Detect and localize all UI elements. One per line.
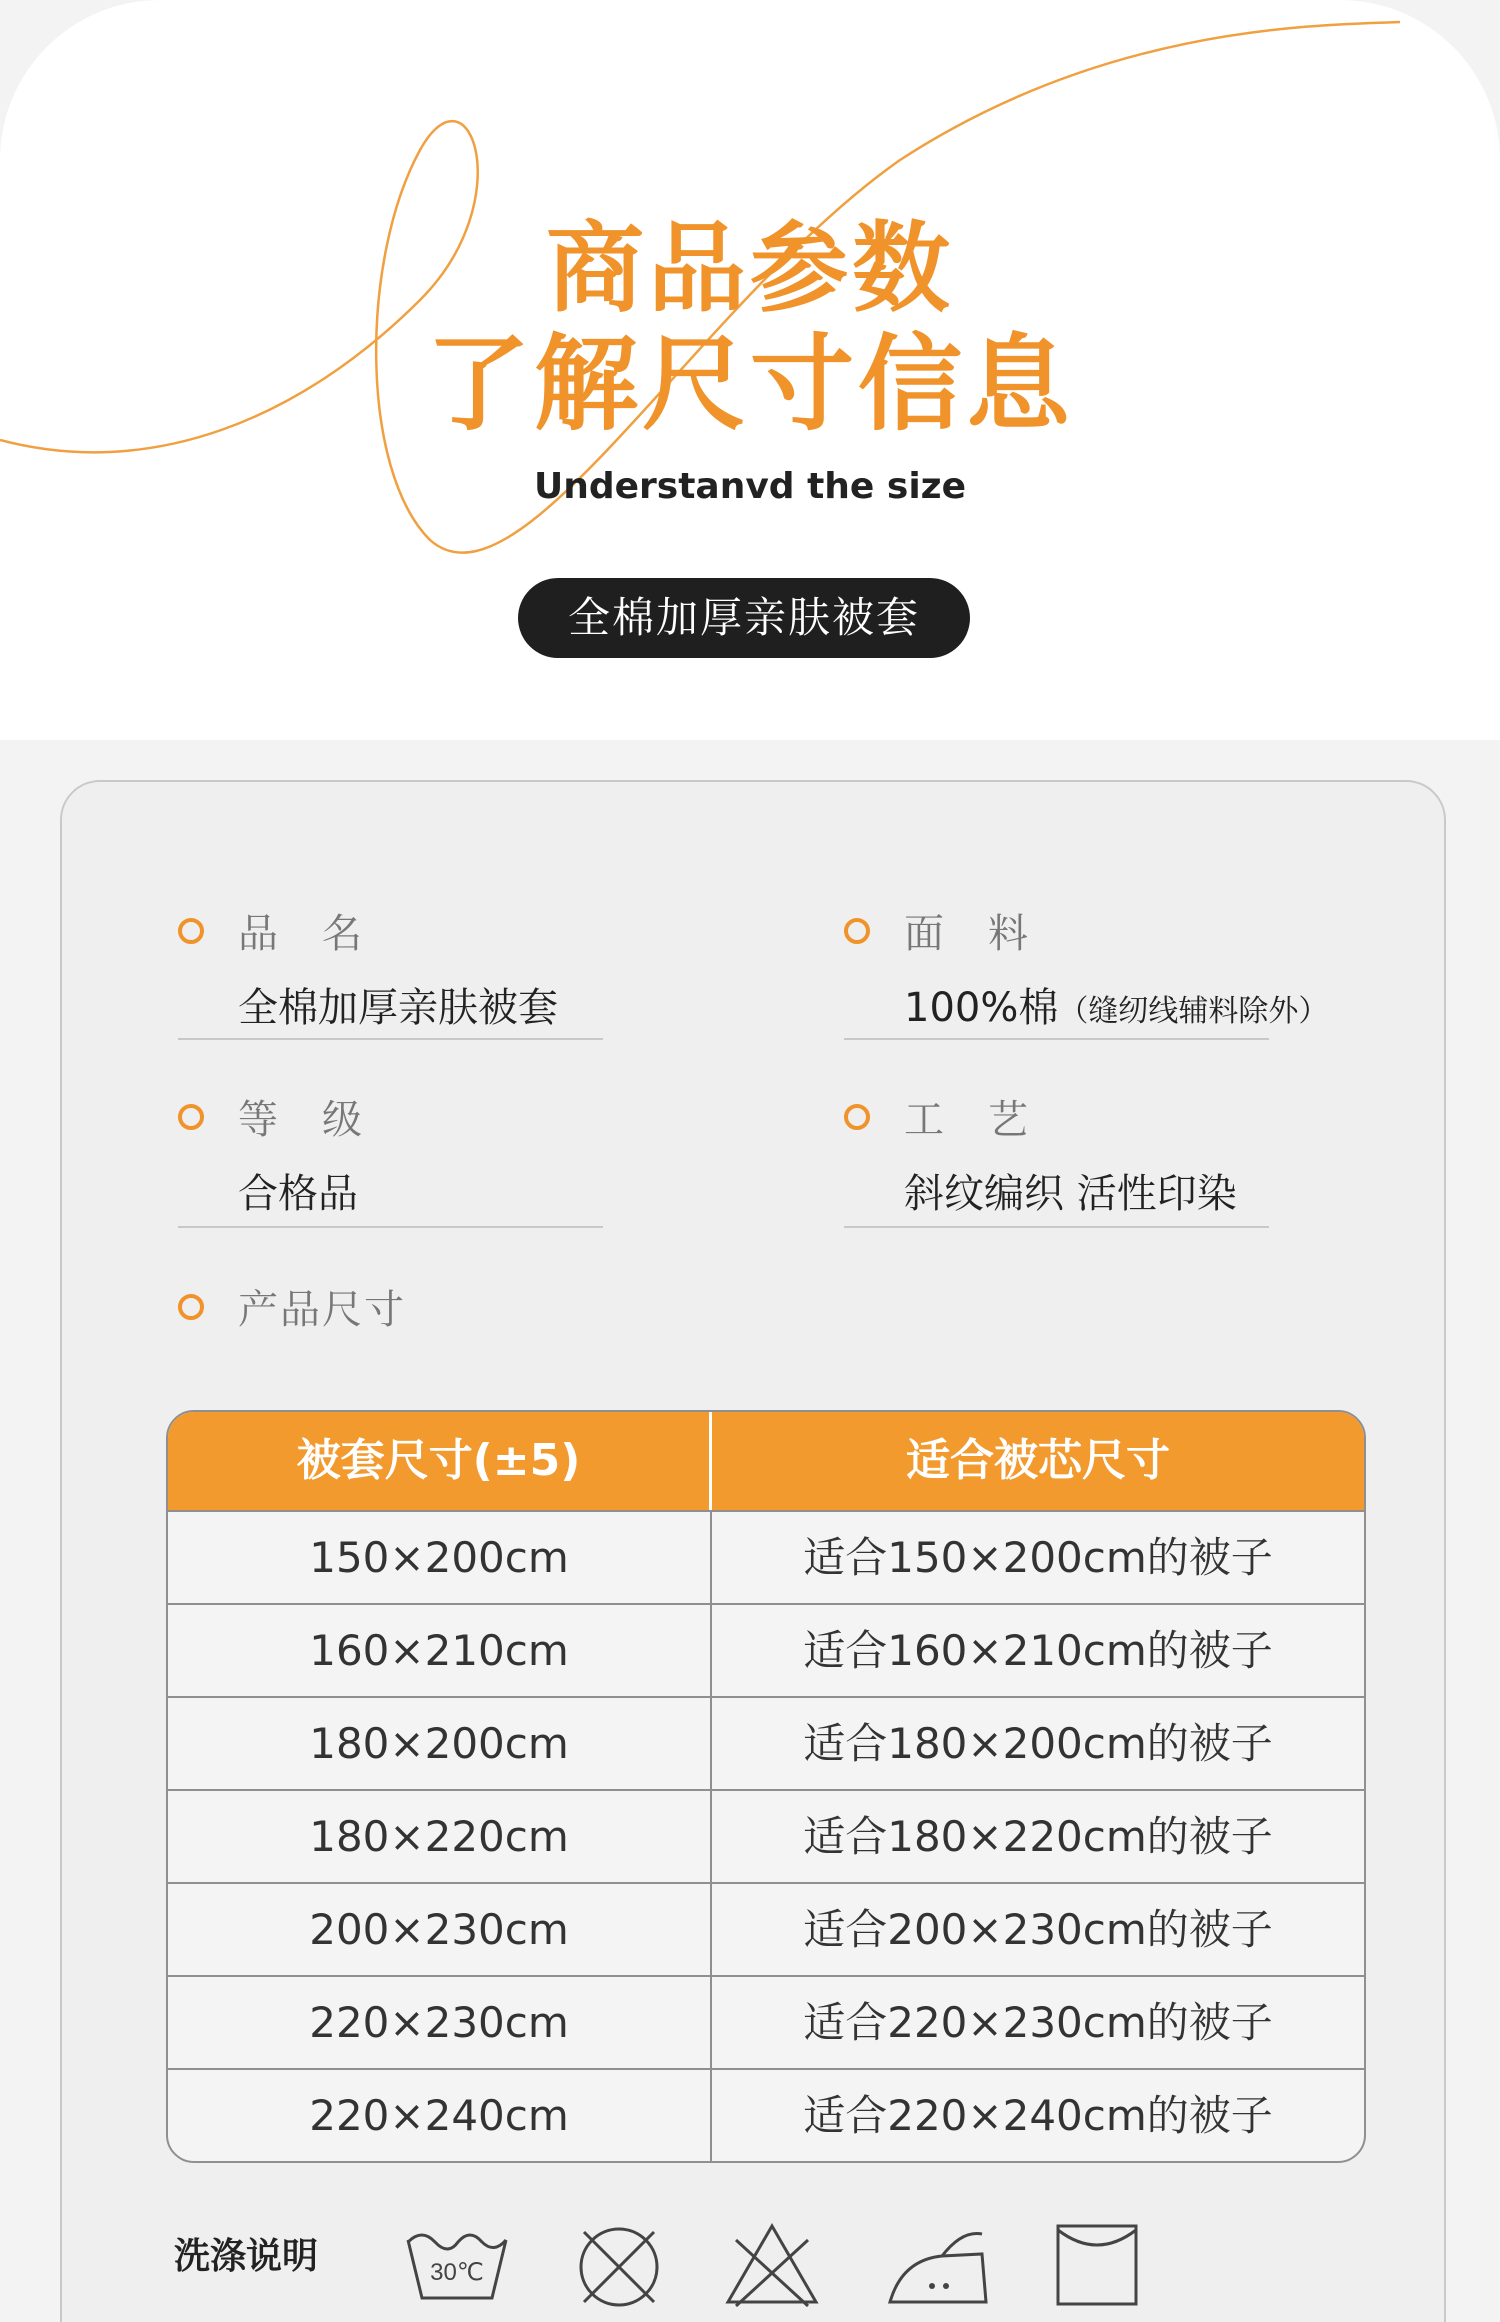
table-row [168,1975,1364,2068]
table-cell: 220×240cm [168,2070,712,2161]
table-cell: 160×210cm [168,1605,712,1696]
spec-value: 100%棉 [904,985,1059,1031]
dry-flat-icon [1052,2220,1142,2310]
size-table [166,1410,1366,2163]
table-row [168,1603,1364,1696]
spec-size-heading [178,1268,603,1338]
wash-30-icon [402,2220,512,2310]
table-header-cell: 适合被芯尺寸 [906,1435,1170,1486]
table-cell: 180×220cm [168,1791,712,1882]
table-cell: 适合200×230cm的被子 [803,1905,1273,1954]
spec-note: （缝纫线辅料除外） [1058,994,1329,1029]
table-cell: 适合180×220cm的被子 [803,1812,1273,1861]
iron-low-icon [882,2220,992,2310]
no-bleach-icon [722,2220,822,2310]
spec-label: 品 名 [238,911,364,957]
wash-temp-label: 30℃ [430,2259,484,2286]
spec-value: 合格品 [238,1171,358,1217]
spec-value-row [904,976,1328,1033]
spec-label: 工 艺 [904,1097,1030,1143]
spec-label: 等 级 [238,1097,364,1143]
table-header [168,1412,1364,1510]
table-cell: 180×200cm [168,1698,712,1789]
product-name-pill: 全棉加厚亲肤被套 [518,578,970,658]
spec-grade [178,1078,603,1228]
page-subtitle: Understanvd the size [533,466,967,507]
page-title-line2: 了解尺寸信息 [425,323,1074,445]
table-cell: 适合220×230cm的被子 [803,1998,1273,2047]
header-panel [0,0,1500,740]
spec-craft [844,1078,1269,1228]
table-cell: 适合180×200cm的被子 [803,1719,1273,1768]
no-tumble-dry-icon [572,2220,666,2314]
orange-circle-bullet-icon [178,1294,204,1320]
table-cell: 220×230cm [168,1977,712,2068]
table-cell: 适合220×240cm的被子 [803,2091,1273,2140]
orange-circle-bullet-icon [844,918,870,944]
care-title: 洗涤说明 [174,2236,319,2277]
spec-label: 面 料 [904,911,1030,957]
table-header-cell: 被套尺寸(±5) [168,1412,712,1510]
orange-circle-bullet-icon [844,1104,870,1130]
table-row [168,1696,1364,1789]
table-cell: 适合150×200cm的被子 [803,1533,1273,1582]
table-row [168,1882,1364,1975]
spec-product-name [178,892,603,1040]
care-instructions [174,2220,1374,2320]
spec-label: 产品尺寸 [238,1287,406,1333]
table-row [168,2068,1364,2161]
table-cell: 适合160×210cm的被子 [803,1626,1273,1675]
table-row [168,1510,1364,1603]
table-row [168,1789,1364,1882]
orange-circle-bullet-icon [178,918,204,944]
table-cell: 200×230cm [168,1884,712,1975]
orange-circle-bullet-icon [178,1104,204,1130]
table-cell: 150×200cm [168,1512,712,1603]
spec-fabric [844,892,1329,1040]
page-title-line1: 商品参数 [545,212,954,326]
spec-value: 斜纹编织 活性印染 [904,1171,1237,1217]
spec-value: 全棉加厚亲肤被套 [238,985,558,1031]
